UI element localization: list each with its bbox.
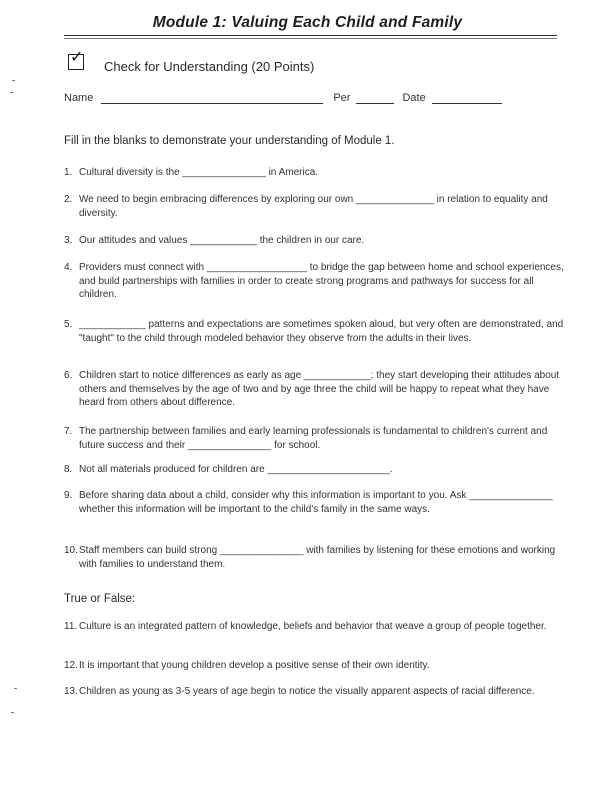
question-text: We need to begin embracing differences by exploring our own ______________ in relation to equality and diversity. bbox=[79, 194, 548, 219]
question-text: Providers must connect with __________________ to bridge the gap between home and school experiences, and build partnerships with families in order to create strong programs and pathways for success for all children. bbox=[79, 262, 564, 300]
question-number: 12. bbox=[64, 660, 78, 671]
true-false-item bbox=[64, 620, 564, 634]
question-number: 8. bbox=[64, 464, 73, 475]
name-row bbox=[64, 92, 502, 104]
section-title: Check for Understanding (20 Points) bbox=[104, 59, 315, 74]
question-text: Children as young as 3-5 years of age begin to notice the visually apparent aspects of racial difference. bbox=[79, 686, 535, 697]
instructions: Fill in the blanks to demonstrate your understanding of Module 1. bbox=[64, 135, 395, 147]
checkbox-checked-icon bbox=[68, 47, 84, 70]
question-number: 9. bbox=[64, 490, 73, 501]
question-item bbox=[64, 369, 564, 410]
question-item bbox=[64, 425, 564, 452]
question-text: Children start to notice differences as early as age ____________; they start developing their attitudes about others and themselves by the age of two and by age three the child will be happy to repeat what they have heard from others about difference. bbox=[79, 370, 560, 408]
question-number: 3. bbox=[64, 235, 73, 246]
question-text: Before sharing data about a child, consider why this information is important to you. Ask _______________ whether this information will be important to the child's family in the same ways. bbox=[79, 490, 553, 515]
question-number: 4. bbox=[64, 262, 73, 273]
question-item bbox=[64, 489, 564, 516]
check-mark-icon: ✓ bbox=[70, 47, 84, 66]
period-blank[interactable] bbox=[356, 93, 394, 104]
question-item bbox=[64, 166, 564, 180]
title-rule-thin bbox=[64, 38, 557, 39]
date-label: Date bbox=[402, 92, 426, 104]
true-false-item bbox=[64, 685, 564, 699]
title-rule bbox=[64, 35, 557, 36]
scan-speck bbox=[12, 80, 15, 81]
question-number: 2. bbox=[64, 194, 73, 205]
question-text: Cultural diversity is the _______________ in America. bbox=[79, 167, 319, 178]
page-title: Module 1: Valuing Each Child and Family bbox=[152, 14, 463, 31]
question-item bbox=[64, 463, 564, 477]
question-number: 1. bbox=[64, 167, 73, 178]
question-number: 5. bbox=[64, 319, 73, 330]
question-text: Staff members can build strong _______________ with families by listening for these emotions and working with families to understand them. bbox=[79, 545, 556, 570]
question-text: Not all materials produced for children are ______________________. bbox=[79, 464, 393, 475]
question-text: ____________ patterns and expectations are sometimes spoken aloud, but very often are demonstrated, and "taught" to the child through modeled behavior they observe from the adults in their lives. bbox=[79, 319, 564, 344]
scan-speck bbox=[10, 92, 13, 93]
question-item bbox=[64, 318, 564, 345]
question-text: The partnership between families and early learning professionals is fundamental to children's current and future success and their _______________ for school. bbox=[79, 426, 548, 451]
scan-speck bbox=[11, 712, 14, 713]
date-blank[interactable] bbox=[432, 93, 502, 104]
name-blank[interactable] bbox=[101, 93, 323, 104]
true-false-heading: True or False: bbox=[64, 593, 136, 605]
question-number: 13. bbox=[64, 686, 78, 697]
question-text: It is important that young children develop a positive sense of their own identity. bbox=[79, 660, 430, 671]
true-false-item bbox=[64, 659, 564, 673]
question-number: 11. bbox=[64, 621, 78, 632]
question-number: 6. bbox=[64, 370, 73, 381]
question-text: Culture is an integrated pattern of knowledge, beliefs and behavior that weave a group of people together. bbox=[79, 621, 547, 632]
question-item bbox=[64, 544, 564, 571]
question-item bbox=[64, 234, 564, 248]
period-label: Per bbox=[333, 92, 351, 104]
question-number: 10. bbox=[64, 545, 78, 556]
question-item bbox=[64, 193, 564, 220]
question-text: Our attitudes and values ____________ the children in our care. bbox=[79, 235, 365, 246]
question-number: 7. bbox=[64, 426, 73, 437]
scan-speck bbox=[14, 688, 17, 689]
question-item bbox=[64, 261, 564, 302]
name-label: Name bbox=[64, 92, 94, 104]
